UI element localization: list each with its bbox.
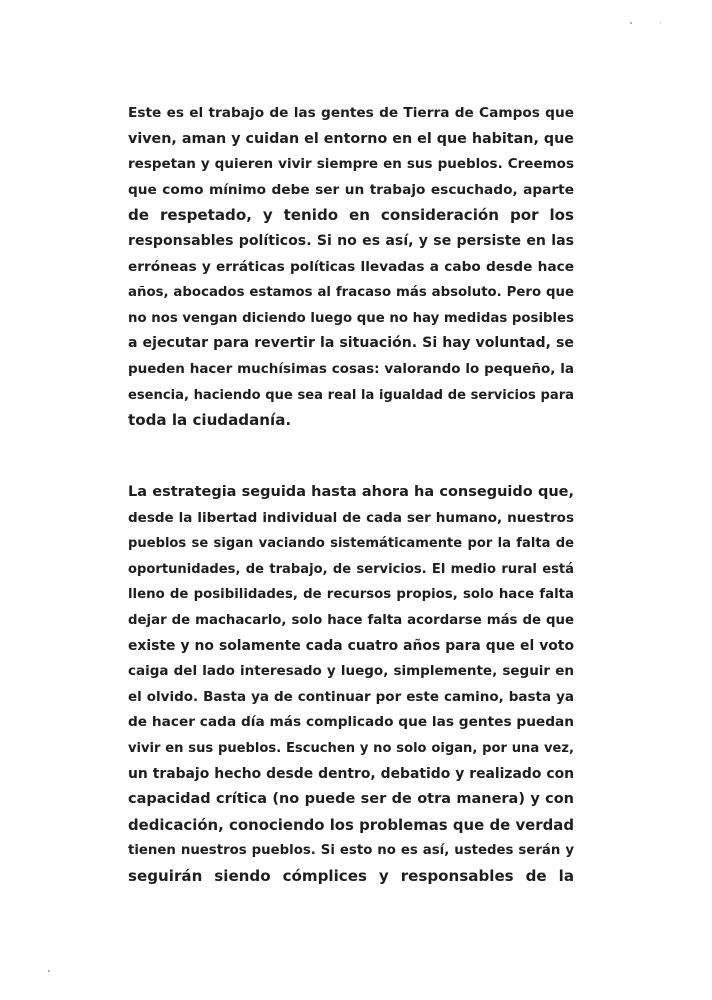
paragraph-line: capacidad crítica (no puede ser de otra manera) y con [128,791,574,808]
scan-speck [48,970,50,972]
paragraph-line: dejar de machacarlo, solo hace falta acordarse más de que [128,612,574,628]
paragraph-line: responsables políticos. Si no es así, y se persiste en las [128,232,574,249]
paragraph-line: un trabajo hecho desde dentro, debatido y realizado con [128,765,574,782]
paragraph-line: de hacer cada día más complicado que las gentes puedan [128,714,574,731]
scan-speck [660,22,661,23]
paragraph-line: respetan y quieren vivir siempre en sus pueblos. Creemos [128,156,574,173]
paragraph-line: tienen nuestros pueblos. Si esto no es así, ustedes serán y [128,843,574,859]
paragraph-line: a ejecutar para revertir la situación. Si hay voluntad, se [128,335,574,352]
paragraph-line: que como mínimo debe ser un trabajo escuchado, aparte [128,181,574,198]
paragraph-line: dedicación, conociendo los problemas que de verdad [128,815,574,834]
paragraph-line: pueden hacer muchísimas cosas: valorando lo pequeño, la [128,360,574,377]
paragraph-line: no nos vengan diciendo luego que no hay medidas posibles [128,310,574,326]
paragraph-line: toda la ciudadanía. [128,411,292,430]
paragraph-line: oportunidades, de trabajo, de servicios. El medio rural está [128,561,574,577]
paragraph-line: lleno de posibilidades, de recursos propios, solo hace falta [128,587,574,603]
paragraph-line: La estrategia seguida hasta ahora ha conseguido que, [128,484,574,500]
paragraph-line: existe y no solamente cada cuatro años para que el voto [128,637,574,654]
paragraph-line: esencia, haciendo que sea real la igualdad de servicios para [128,387,574,403]
paragraph-1 [128,101,574,434]
paragraph-line: el olvido. Basta ya de continuar por este camino, basta ya [128,688,574,705]
paragraph-line: vivir en sus pueblos. Escuchen y no solo oigan, por una vez, [128,740,574,756]
paragraph-line: años, abocados estamos al fracaso más absoluto. Pero que [128,285,574,301]
paragraph-2 [128,480,574,890]
paragraph-line: erróneas y erráticas políticas llevadas a cabo desde hace [128,258,574,275]
paragraph-line: seguirán siendo cómplices y responsables de la [128,866,574,885]
paragraph-line: Este es el trabajo de las gentes de Tierra de Campos que [128,105,574,121]
paragraph-line: pueblos se sigan vaciando sistemáticamente por la falta de [128,536,574,552]
scan-speck [630,22,632,24]
paragraph-line: viven, aman y cuidan el entorno en el que habitan, que [128,130,574,147]
paragraph-line: desde la libertad individual de cada ser humano, nuestros [128,509,574,526]
paragraph-line: de respetado, y tenido en consideración por los [128,206,574,225]
paragraph-line: caiga del lado interesado y luego, simplemente, seguir en [128,663,574,680]
